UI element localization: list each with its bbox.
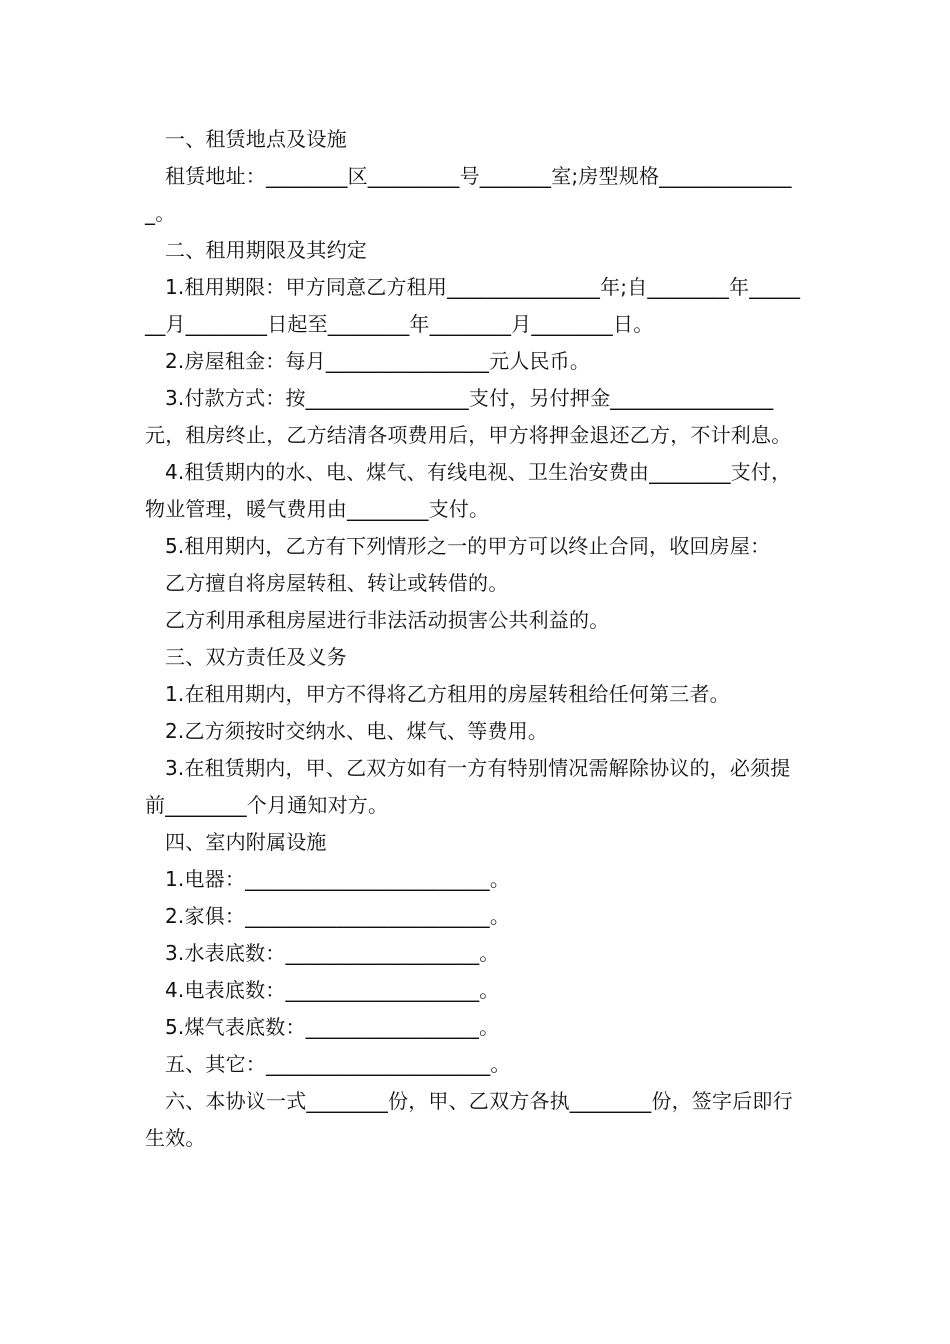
rental-address-line: 租赁地址：________区_________号_______室;房型规格______________。 [145, 164, 792, 225]
termination-case-2: 乙方利用承租房屋进行非法活动损害公共利益的。 [165, 608, 610, 632]
termination-case-1: 乙方擅自将房屋转租、转让或转借的。 [165, 571, 509, 595]
section-heading-term: 二、租用期限及其约定 [165, 238, 367, 262]
facility-appliances: 1.电器：________________________。 [165, 867, 511, 891]
term-clause-3: 3.付款方式：按________________支付，另付押金________________元，租房终止，乙方结清各项费用后，甲方将押金退还乙方，不计利息。 [145, 386, 792, 447]
section-copies: 六、本协议一式________份，甲、乙双方各执________份，签字后即行生效。 [145, 1089, 793, 1150]
document-body [145, 121, 807, 1157]
duty-clause-3: 3.在租赁期内，甲、乙双方如有一方有特别情况需解除协议的，必须提前________个月通知对方。 [145, 756, 791, 817]
term-clause-1: 1.租用期限：甲方同意乙方租用_______________年;自________年_______月________日起至________年________月________日。 [145, 275, 801, 336]
section-heading-facilities: 四、室内附属设施 [165, 830, 327, 854]
facility-electric-meter: 4.电表底数：___________________。 [165, 978, 500, 1002]
facility-gas-meter: 5.煤气表底数：_________________。 [165, 1015, 500, 1039]
section-other: 五、其它：______________________。 [165, 1052, 511, 1076]
section-heading-duties: 三、双方责任及义务 [165, 645, 347, 669]
term-clause-5: 5.租用期内，乙方有下列情形之一的甲方可以终止合同，收回房屋： [165, 534, 771, 558]
section-heading-location: 一、租赁地点及设施 [165, 127, 347, 151]
facility-water-meter: 3.水表底数：___________________。 [165, 941, 500, 965]
term-clause-2: 2.房屋租金：每月________________元人民币。 [165, 349, 591, 373]
term-clause-4: 4.租赁期内的水、电、煤气、有线电视、卫生治安费由________支付，物业管理，暖气费用由________支付。 [145, 460, 792, 521]
duty-clause-1: 1.在租用期内，甲方不得将乙方租用的房屋转租给任何第三者。 [165, 682, 730, 706]
duty-clause-2: 2.乙方须按时交纳水、电、煤气、等费用。 [165, 719, 549, 743]
facility-furniture: 2.家俱：________________________。 [165, 904, 511, 928]
